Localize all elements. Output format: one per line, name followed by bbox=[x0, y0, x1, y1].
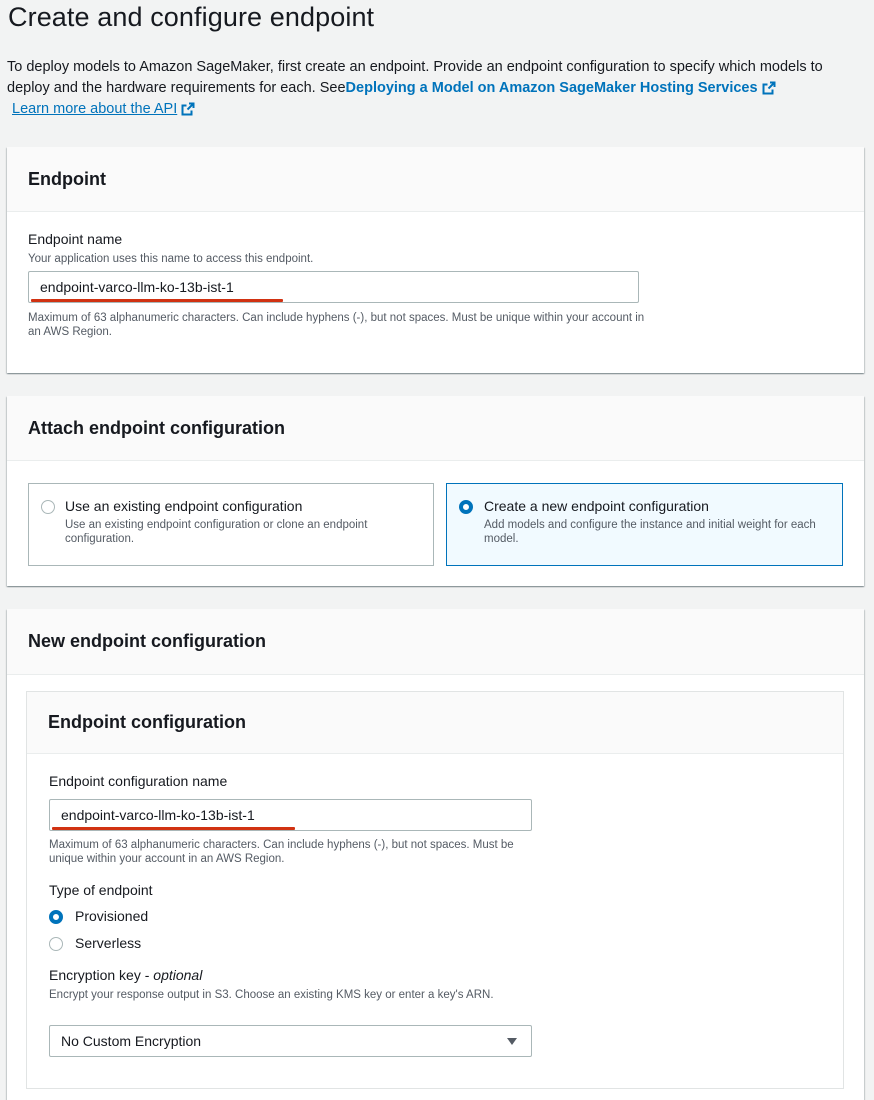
endpoint-panel-header bbox=[7, 147, 864, 212]
external-link-icon bbox=[181, 102, 195, 120]
option-new-config[interactable] bbox=[446, 483, 843, 566]
radio-existing-config[interactable] bbox=[41, 500, 55, 514]
attach-config-heading: Attach endpoint configuration bbox=[28, 417, 285, 438]
encryption-key-label: Encryption key - optional bbox=[49, 967, 203, 983]
endpoint-type-label: Type of endpoint bbox=[49, 882, 153, 898]
new-config-panel bbox=[7, 609, 864, 1100]
radio-new-config[interactable] bbox=[459, 500, 473, 514]
encryption-select-value: No Custom Encryption bbox=[61, 1033, 202, 1049]
endpoint-name-label: Endpoint name bbox=[28, 231, 123, 247]
radio-provisioned[interactable] bbox=[49, 910, 63, 924]
option-existing-config[interactable] bbox=[28, 483, 434, 566]
option-existing-desc: Use an existing endpoint configuration or clone an endpoint configuration. bbox=[65, 519, 368, 545]
annotation-underline bbox=[31, 299, 283, 302]
attach-config-panel bbox=[7, 396, 864, 586]
caret-down-icon bbox=[507, 1038, 517, 1045]
endpoint-config-heading: Endpoint configuration bbox=[48, 712, 246, 732]
radio-serverless[interactable] bbox=[49, 937, 63, 951]
page-title: Create and configure endpoint bbox=[8, 2, 375, 32]
intro-paragraph bbox=[7, 57, 869, 102]
endpoint-config-subpanel bbox=[27, 692, 843, 1088]
learn-more-api-link[interactable]: Learn more about the API bbox=[12, 101, 195, 120]
endpoint-name-value: endpoint-varco-llm-ko-13b-ist-1 bbox=[40, 279, 234, 295]
endpoint-heading: Endpoint bbox=[28, 168, 106, 189]
provisioned-label: Provisioned bbox=[75, 908, 149, 924]
option-existing-title: Use an existing endpoint configuration bbox=[65, 498, 303, 514]
encryption-key-description: Encrypt your response output in S3. Choose an existing KMS key or enter a key's ARN. bbox=[49, 989, 494, 1001]
endpoint-name-description: Your application uses this name to access this endpoint. bbox=[28, 253, 314, 265]
attach-config-panel-header bbox=[7, 396, 864, 461]
config-name-constraint: Maximum of 63 alphanumeric characters. Can include hyphens (-), but not spaces. Must be unique within your account in an AWS Region. bbox=[49, 839, 514, 865]
external-link-icon bbox=[762, 81, 776, 102]
config-name-value: endpoint-varco-llm-ko-13b-ist-1 bbox=[61, 807, 255, 823]
serverless-label: Serverless bbox=[75, 935, 142, 951]
option-new-desc: Add models and configure the instance and initial weight for each model. bbox=[484, 519, 816, 545]
endpoint-name-constraint: Maximum of 63 alphanumeric characters. Can include hyphens (-), but not spaces. Must be unique within your account in an AWS Region. bbox=[28, 312, 645, 338]
optional-marker: optional bbox=[153, 967, 203, 983]
hosting-services-link[interactable]: Deploying a Model on Amazon SageMaker Hosting Services bbox=[346, 80, 776, 96]
encryption-key-select[interactable] bbox=[49, 1025, 532, 1057]
annotation-underline bbox=[52, 827, 295, 830]
endpoint-panel bbox=[7, 147, 864, 373]
config-name-label: Endpoint configuration name bbox=[49, 773, 228, 789]
option-new-title: Create a new endpoint configuration bbox=[484, 498, 709, 514]
endpoint-config-subpanel-header bbox=[27, 692, 843, 754]
endpoint-name-input[interactable] bbox=[28, 271, 639, 303]
new-config-panel-header bbox=[7, 609, 864, 675]
config-name-input[interactable] bbox=[49, 799, 532, 831]
intro-text: To deploy models to Amazon SageMaker, first create an endpoint. Provide an endpoint configuration to specify which models to deploy and the hardware requirements for each. See bbox=[7, 59, 823, 96]
new-config-heading: New endpoint configuration bbox=[28, 631, 266, 651]
